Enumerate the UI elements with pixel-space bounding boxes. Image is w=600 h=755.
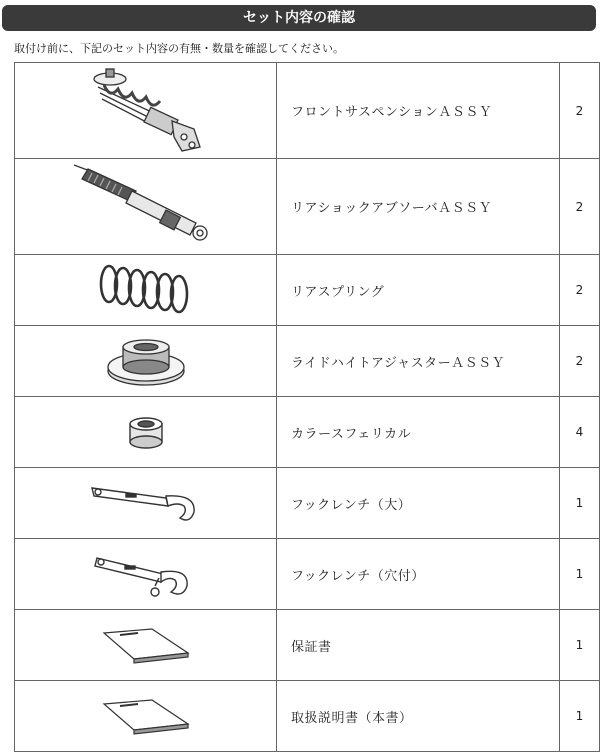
item-name: フロントサスペンションＡＳＳＹ [277, 63, 560, 159]
table-row [15, 681, 600, 752]
section-title: セット内容の確認 [243, 10, 355, 26]
item-name: カラースフェリカル [277, 397, 560, 468]
item-qty: 2 [560, 326, 600, 397]
item-qty: 1 [560, 539, 600, 610]
warranty-document-icon [96, 625, 196, 665]
rear-shock-icon [66, 161, 226, 253]
item-name: ライドハイトアジャスターＡＳＳＹ [277, 326, 560, 397]
section-header [2, 5, 596, 31]
parts-table [14, 62, 600, 752]
item-name: フックレンチ（大） [277, 468, 560, 539]
table-row [15, 255, 600, 326]
item-name: 取扱説明書（本書） [277, 681, 560, 752]
hook-wrench-large-icon [86, 478, 206, 528]
item-qty: 4 [560, 397, 600, 468]
ride-height-adjuster-icon [101, 329, 191, 393]
item-name: リアショックアブソーバＡＳＳＹ [277, 159, 560, 255]
table-row [15, 539, 600, 610]
collar-icon [121, 412, 171, 452]
table-row [15, 397, 600, 468]
intro-text: 取付け前に、下記のセット内容の有無・数量を確認してください。 [14, 42, 344, 55]
table-row [15, 63, 600, 159]
table-row [15, 468, 600, 539]
manual-document-icon [96, 696, 196, 736]
item-qty: 2 [560, 63, 600, 159]
item-qty: 2 [560, 159, 600, 255]
table-row [15, 326, 600, 397]
front-suspension-icon [76, 65, 216, 157]
item-name: フックレンチ（穴付） [277, 539, 560, 610]
item-name: 保証書 [277, 610, 560, 681]
hook-wrench-pin-icon [91, 546, 201, 602]
rear-spring-icon [91, 258, 201, 322]
item-qty: 2 [560, 255, 600, 326]
item-name: リアスプリング [277, 255, 560, 326]
item-qty: 1 [560, 681, 600, 752]
item-qty: 1 [560, 468, 600, 539]
table-row [15, 610, 600, 681]
item-qty: 1 [560, 610, 600, 681]
table-row [15, 159, 600, 255]
